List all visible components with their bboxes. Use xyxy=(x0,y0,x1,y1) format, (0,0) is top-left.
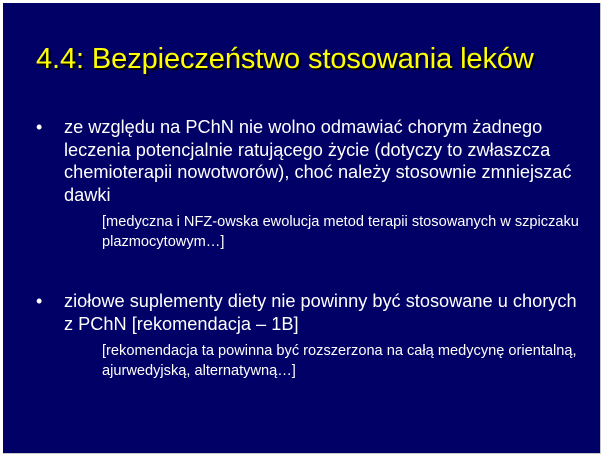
bullet-item xyxy=(36,290,581,381)
slide-title: 4.4: Bezpieczeństwo stosowania leków xyxy=(36,43,534,75)
bullet-list xyxy=(36,116,581,381)
bullet-text: ze względu na PChN nie wolno odmawiać chorym żadnego leczenia potencjalnie ratującego życie (dotyczy to zwłaszcza chemioterapii nowotworów), choć należy stosownie zmniejszać dawki xyxy=(64,117,572,205)
bullet-item xyxy=(36,116,581,252)
presentation-slide xyxy=(3,3,601,454)
bullet-marker: • xyxy=(36,117,43,137)
bullet-subnote: [medyczna i NFZ-owska ewolucja metod terapii stosowanych w szpiczaku plazmocytowym…] xyxy=(102,214,579,250)
bullet-subnote: [rekomendacja ta powinna być rozszerzona na całą medycynę orientalną, ajurwedyjską, alternatywną…] xyxy=(102,343,577,379)
bullet-marker: • xyxy=(36,291,43,311)
bullet-text: ziołowe suplementy diety nie powinny być stosowane u chorych z PChN [rekomendacja – 1B] xyxy=(64,291,577,334)
